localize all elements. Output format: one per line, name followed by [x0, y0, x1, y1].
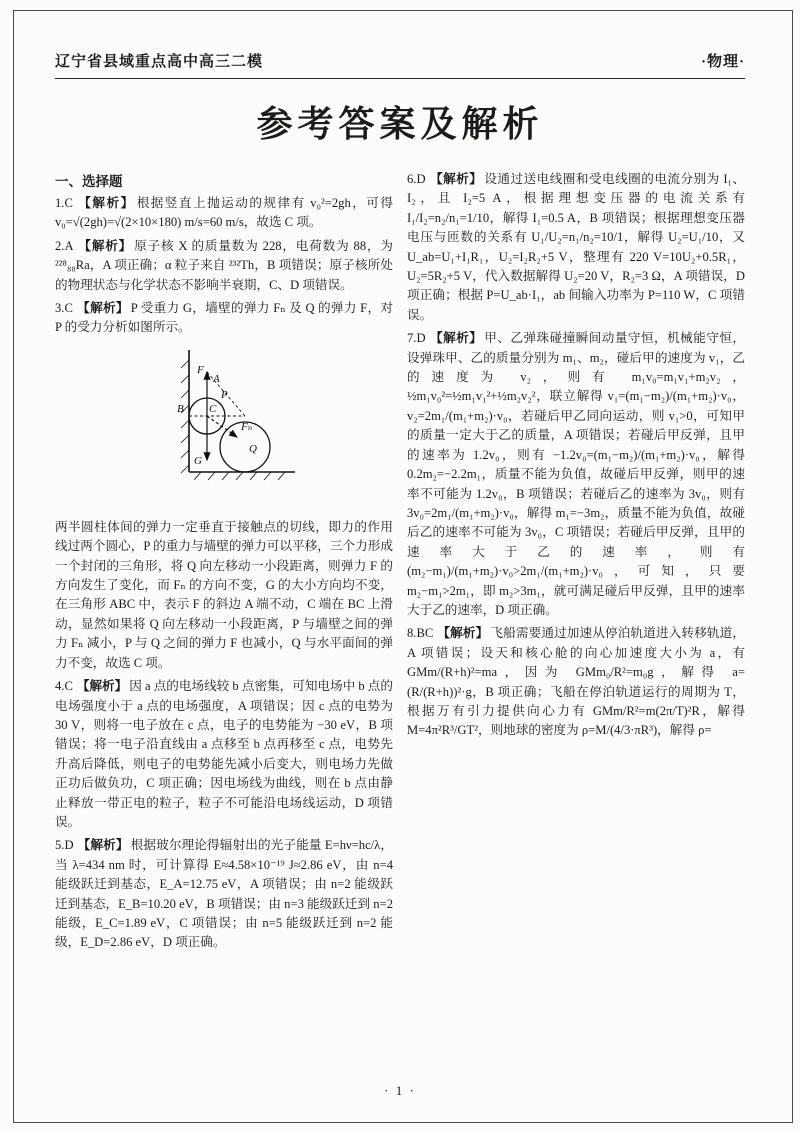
analysis-text-3-before: P 受重力 G，墙壁的弹力 Fₙ 及 Q 的弹力 F，对 P 的受力分析如图所示。 — [55, 301, 393, 335]
label-force-g: G — [194, 454, 202, 467]
force-diagram-svg — [149, 342, 299, 510]
answer-label-7: 7.D — [407, 331, 426, 346]
answer-item-1 — [55, 194, 393, 233]
wall-hatching — [181, 360, 189, 473]
analysis-text-4: 因 a 点的电场线较 b 点密集，可知电场中 b 点的电场强度小于 a 点的电场强度，A 项错误；因 c 点的电势为 30 V，则将一电子放在 c 点，电子的电势能为 −30 eV，B 项错误；将一电子沿直线由 a 点移至 b 点再移至 c 点，电势先升高后降低，则电子的电势能先减小后变大，则电场力先做正功后做负功，C 项正确；因电场线为曲线，则在 b 点由静止释放一带正电的粒子，粒子不可能沿电场线运动，D 项错误。 — [55, 679, 393, 829]
analysis-tag: 【解析】 — [429, 172, 483, 186]
left-column — [55, 170, 393, 957]
analysis-text-2: 原子核 X 的质量数为 228，电荷数为 88，为 ²²⁸₈₈Ra，A 项正确；α 粒子来自 ²³²Th，B 项错误；原子核所处的物理状态与化学状态不影响半衰期，C、D 项错误。 — [55, 238, 393, 292]
header-exam-title: 辽宁省县域重点高中高三二模 — [55, 54, 264, 70]
label-body-p: P — [221, 388, 228, 401]
answer-item-2 — [55, 237, 393, 295]
analysis-tag: 【解析】 — [77, 838, 129, 853]
analysis-tag: 【解析】 — [76, 301, 129, 316]
analysis-text-1: 根据竖直上抛运动的规律有 v₀²=2gh，可得 v₀=√(2gh)=√(2×10×180) m/s=60 m/s，故选 C 项。 — [55, 196, 394, 230]
analysis-text-6: 设通过送电线圈和受电线圈的电流分别为 I₁、I₂，且 I₂=5 A，根据理想变压器的电流关系有 I₁/I₂=n₂/n₁=1/10，解得 I₁=0.5 A，B 项错误；根据理想变压器电压与匝数的关系有 U₁/U₂=n₁/n₂=10/1，解得 U₂=U₁/10，又 U_ab=U₁+I₁R₁，U₂=I₂R₂+5 V，整理有 220 V=10U₂+0.5R₁，U₂=5R₂+5 V，代入数据解得 U₂=20 V，R₂=3 Ω，A 项错误，D 项正确；根据 P=U_ab·I₁，ab 间输入功率为 P=110 W，C 项错误。 — [407, 172, 746, 322]
answer-label-4: 4.C — [55, 679, 73, 694]
page-number: · 1 · — [384, 1083, 416, 1098]
analysis-text-5: 根据玻尔理论得辐射出的光子能量 E=hν=hc/λ，当 λ=434 nm 时，可计算得 E≈4.58×10⁻¹⁹ J≈2.86 eV，由 n=4 能级跃迁到基态，E_A=12.75 eV，A 项错误；由 n=2 能级跃迁到基态，E_B=10.20 eV，B 项错误；由 n=3 能级跃迁到 n=2 能级，E_C=1.89 eV，C 项错误；由 n=5 能级跃迁到 n=2 能级，E_D=2.86 eV，D 项正确。 — [55, 838, 394, 950]
section-heading-multiple-choice: 一、选择题 — [55, 174, 123, 189]
ground-hatching — [194, 472, 285, 480]
analysis-tag: 【解析】 — [437, 626, 489, 641]
force-diagram-figure — [55, 342, 393, 515]
answer-item-3 — [55, 299, 393, 338]
answer-label-1: 1.C — [55, 196, 73, 210]
content-columns — [55, 170, 745, 957]
answer-item-8 — [407, 624, 745, 740]
label-force-fn: Fₙ — [241, 420, 253, 433]
right-column — [407, 170, 745, 957]
answer-label-3: 3.C — [55, 301, 73, 316]
answer-item-6 — [407, 170, 745, 325]
analysis-tag: 【解析】 — [76, 679, 128, 694]
answer-item-4 — [55, 677, 393, 832]
answer-item-7 — [407, 329, 745, 620]
answer-label-2: 2.A — [55, 238, 74, 253]
analysis-text-3-after: 两半圆柱体间的弹力一定垂直于接触点的切线，即力的作用线过两个圆心，P 的重力与墙壁的弹力可以平移，三个力形成一个封闭的三角形，将 Q 向左移动一小段距离，则弹力 F 的方向发生了变化，而 Fₙ 的方向不变，G 的大小方向均不变，在三角形 ABC 中，表示 F 的斜边 A 端不动，C 端在 BC 上滑动，显然如果将 Q 向左移动一小段距离，P 与墙壁之间的弹力 Fₙ 减小，P 与 Q 之间的弹力 F 也减小，Q 与水平面间的弹力不变，故选 C 项。 — [55, 519, 393, 670]
answer-item-3-continued — [55, 518, 393, 673]
answer-label-6: 6.D — [407, 172, 426, 186]
header-subject: ·物理· — [700, 54, 745, 70]
page-header — [55, 50, 745, 79]
answer-label-5: 5.D — [55, 838, 74, 853]
analysis-tag: 【解析】 — [429, 331, 483, 346]
label-point-a: A — [213, 372, 220, 385]
analysis-text-8: 飞船需要通过加速从停泊轨道进入转移轨道，A 项错误；设天和核心舱的向心加速度大小为 a，有 GMm/(R+h)²=ma，因为 GMm₀/R²=m₀g，解得 a=(R/(R+h))²·g，B 项正确；飞船在停泊轨道运行的周期为 T，根据万有引力提供向心力有 GMm/R²=m(2π/T)²R，解得 M=4π²R³/GT²，则地球的密度为 ρ=M/(4/3·πR³)，解得 ρ= — [407, 626, 746, 738]
label-point-c: C — [209, 402, 217, 415]
answer-item-5 — [55, 836, 393, 952]
answer-key-title: 参考答案及解析 — [256, 103, 544, 144]
label-body-q: Q — [249, 442, 257, 455]
answer-label-8: 8.BC — [407, 626, 434, 641]
analysis-tag: 【解析】 — [77, 238, 133, 253]
label-force-f: F — [197, 363, 204, 376]
label-point-b: B — [177, 402, 184, 415]
analysis-text-7: 甲、乙弹珠碰撞瞬间动量守恒，机械能守恒，设弹珠甲、乙的质量分别为 m₁、m₂，碰后甲的速度为 v₁，乙的速度为 v₂，则有 m₁v₀=m₁v₁+m₂v₂，½m₁v₀²=½m₁v₁²+½m₂v₂²，联立解得 v₁=(m₁−m₂)/(m₁+m₂)·v₀，v₂=2m₁/(m₁+m₂)·v₀，若碰后甲乙同向运动，则 v₁>0，可知甲的质量一定大于乙的质量，A 项错误；若碰后甲反弹，且甲的速率为 1.2v₀，则有 −1.2v₀=(m₁−m₂)/(m₁+m₂)·v₀，解得 0.2m₂=−2.2m₁，质量不能为负值，故碰后甲反弹，则甲的速率不可能为 1.2v₀，B 项错误；若碰后乙的速率为 3v₀，则有 3v₀=2m₁/(m₁+m₂)·v₀，解得 m₁=−3m₂，质量不能为负值，故碰后乙的速率不可能为 3v₀，C 项错误；若碰后甲反弹，且甲的速率大于乙的速率，则有 (m₂−m₁)/(m₁+m₂)·v₀>2m₁/(m₁+m₂)·v₀，可知，只要 m₂−m₁>2m₁，即 m₂>3m₁，就可满足碰后甲反弹，且甲的速率大于乙的速率，D 项正确。 — [407, 331, 746, 617]
analysis-tag: 【解析】 — [76, 196, 135, 210]
